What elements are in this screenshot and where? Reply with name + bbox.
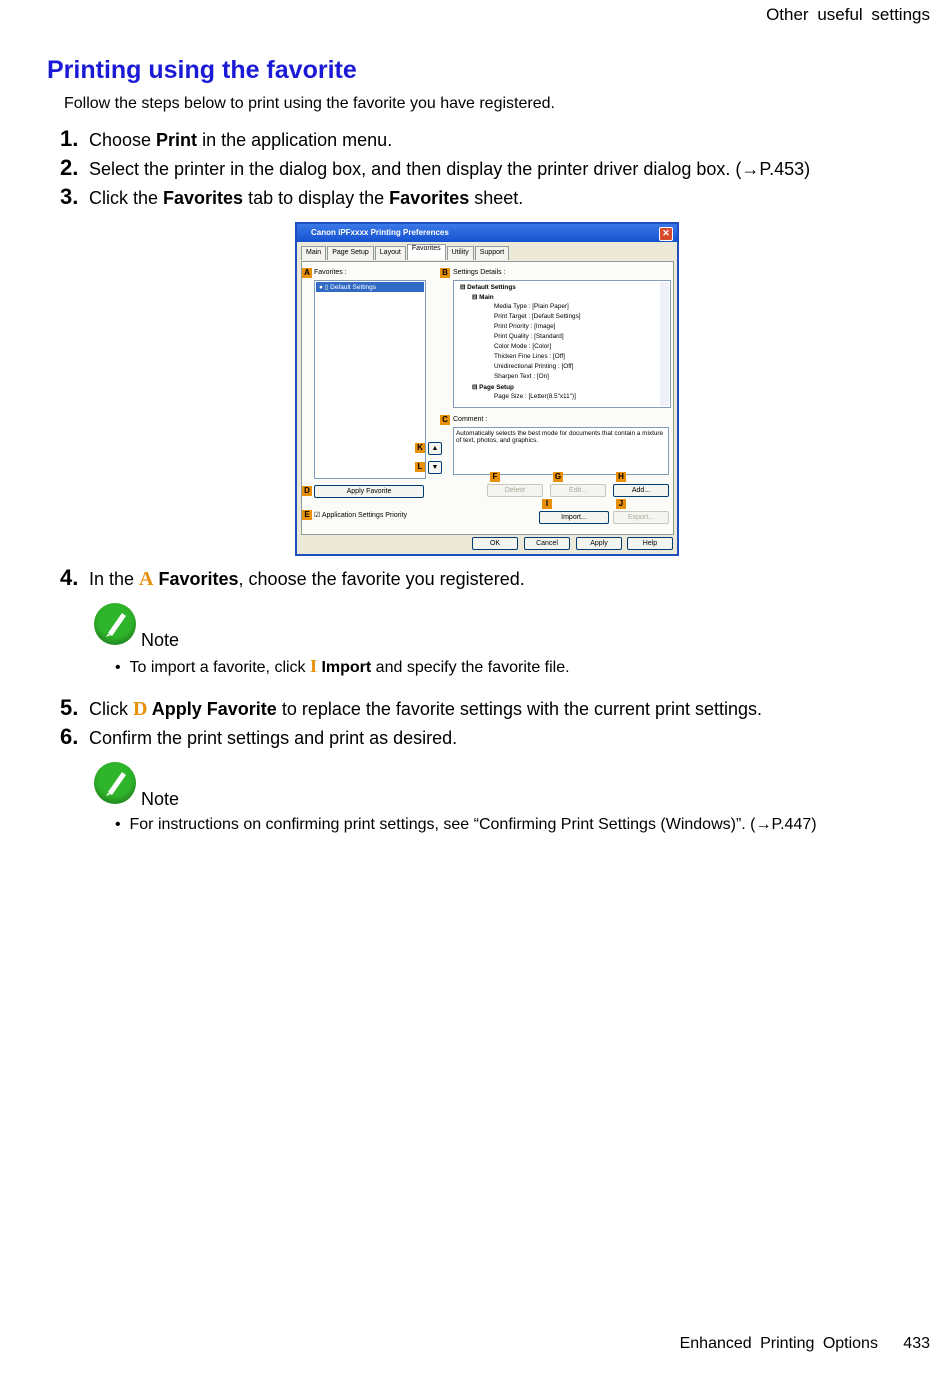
- tab-favorites[interactable]: Favorites: [407, 244, 446, 260]
- tab-layout[interactable]: Layout: [375, 246, 406, 260]
- step-6: 6. Confirm the print settings and print as desired.: [60, 724, 458, 749]
- comment-label: Comment :: [453, 416, 488, 423]
- badge-i: I: [542, 499, 552, 509]
- delete-button[interactable]: Delete: [487, 484, 543, 497]
- close-icon[interactable]: ✕: [659, 227, 673, 241]
- ok-button[interactable]: OK: [472, 537, 518, 550]
- printing-preferences-dialog: [295, 222, 679, 556]
- note-label: Note: [141, 630, 180, 650]
- step-4: 4. In the A Favorites, choose the favorite you registered.: [60, 565, 525, 590]
- note-bullet: • To import a favorite, click I Import and specify the favorite file.: [115, 656, 570, 676]
- import-button[interactable]: Import...: [539, 511, 609, 524]
- intro-text: Follow the steps below to print using the favorite you have registered.: [64, 95, 555, 112]
- settings-details-tree[interactable]: ⊟ Default Settings ⊟ Main Media Type : [Plain Paper] Print Target : [Default Settings] Print Priority : [Image] Print Quality : [Standard] Color Mode : [Color] Thicken Fine Lines : [Off] Unidirectional Printing : [Off] Sharpen Text : [On] ⊟ Page Setup Page Size : [Letter(8.5"x11")]: [453, 280, 671, 408]
- badge-c: C: [440, 415, 450, 425]
- favorites-item-default[interactable]: ● ▯ Default Settings: [316, 282, 424, 292]
- note-pencil-icon: [94, 603, 136, 645]
- badge-k: K: [415, 443, 425, 453]
- note-bullet: • For instructions on confirming print settings, see “Confirming Print Settings (Windows)”. (→P.447): [115, 816, 817, 833]
- favorites-panel: [301, 261, 674, 535]
- move-up-icon[interactable]: ▲: [428, 442, 442, 455]
- badge-b: B: [440, 268, 450, 278]
- page-footer: Enhanced Printing Options 433: [679, 1335, 930, 1352]
- cancel-button[interactable]: Cancel: [524, 537, 570, 550]
- tab-support[interactable]: Support: [475, 246, 510, 260]
- badge-g: G: [554, 472, 562, 481]
- comment-box[interactable]: Automatically selects the best mode for documents that contain a mixture of text, photos, and graphics.: [453, 427, 669, 475]
- tab-utility[interactable]: Utility: [447, 246, 474, 260]
- running-header: Other useful settings: [766, 5, 930, 24]
- tab-page-setup[interactable]: Page Setup: [327, 246, 374, 260]
- badge-l: L: [415, 462, 425, 472]
- step-2: 2. Select the printer in the dialog box, and then display the printer driver dialog box. (→P.453): [60, 155, 811, 180]
- note-pencil-icon: [94, 762, 136, 804]
- favorites-label: Favorites :: [314, 269, 347, 276]
- help-button[interactable]: Help: [627, 537, 673, 550]
- tree-scrollbar[interactable]: [660, 282, 669, 406]
- badge-e: E: [302, 510, 312, 520]
- move-down-icon[interactable]: ▼: [428, 461, 442, 474]
- page-title: Printing using the favorite: [47, 56, 357, 84]
- badge-f: F: [490, 472, 500, 482]
- step-1: 1. Choose Print in the application menu.: [60, 126, 393, 151]
- step-3: 3. Click the Favorites tab to display the Favorites sheet.: [60, 184, 524, 209]
- dialog-tabs: [301, 246, 510, 260]
- favorites-list[interactable]: [314, 280, 426, 479]
- badge-a: A: [302, 268, 312, 278]
- add-button[interactable]: Add...: [613, 484, 669, 497]
- apply-favorite-button[interactable]: Apply Favorite: [314, 485, 424, 498]
- note-label: Note: [141, 789, 180, 809]
- badge-d: D: [302, 486, 312, 496]
- dialog-title-bar: [297, 224, 677, 242]
- settings-details-label: Settings Details :: [453, 269, 506, 276]
- step-5: 5. Click D Apply Favorite to replace the favorite settings with the current print settings.: [60, 695, 763, 720]
- apply-button[interactable]: Apply: [576, 537, 622, 550]
- export-button[interactable]: Export...: [613, 511, 669, 524]
- tab-main[interactable]: Main: [301, 246, 326, 260]
- badge-j: J: [616, 499, 626, 509]
- dialog-title: Canon iPFxxxx Printing Preferences: [311, 228, 449, 237]
- page-number: 433: [903, 1335, 930, 1352]
- app-settings-priority-checkbox[interactable]: ☑ Application Settings Priority: [314, 512, 408, 519]
- edit-button[interactable]: Edit...: [550, 484, 606, 497]
- badge-h: H: [616, 472, 626, 482]
